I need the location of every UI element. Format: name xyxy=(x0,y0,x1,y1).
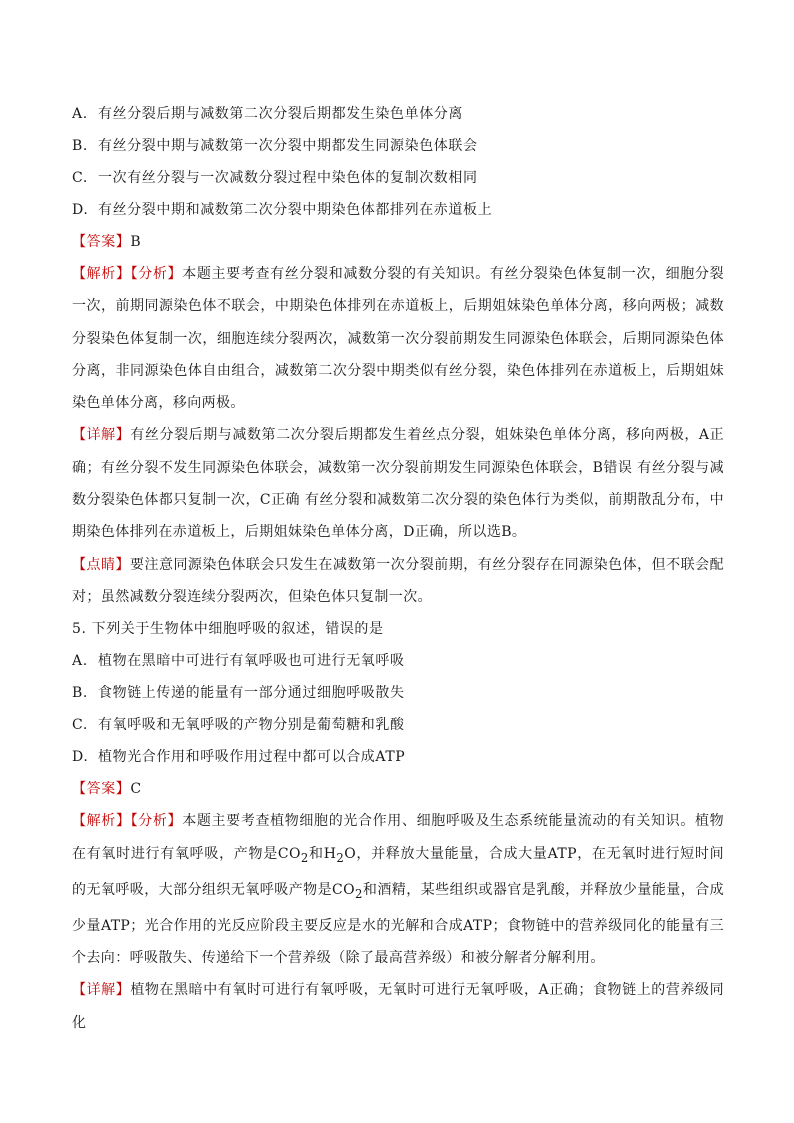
q4-option-c xyxy=(72,162,724,194)
note-tag: 【点睛】 xyxy=(72,556,130,573)
detail-text: 有丝分裂后期与减数第二次分裂后期都发生着丝点分裂，姐妹染色单体分离，移向两极，A正确；有丝分裂不发生同源染色体联会，减数第一次分裂前期发生同源染色体联会，B错误 有丝分裂与减数分裂染色体都只复制一次，C正确 有丝分裂和减数第二次分裂的染色体行为类似，前期散乱分布，中期染色体排列在赤道板上，后期姐妹染色单体分离，D正确，所以选B。 xyxy=(72,427,724,541)
detail-tag: 【详解】 xyxy=(72,982,131,999)
q5-option-a xyxy=(72,645,724,677)
q5-analysis xyxy=(72,805,724,974)
detail-tag: 【详解】 xyxy=(72,427,131,444)
and-text: 和 xyxy=(308,845,324,862)
co2-letters: CO xyxy=(332,881,356,898)
co2-formula xyxy=(277,845,309,865)
co2-subscript: 2 xyxy=(355,886,363,901)
option-text: 植物光合作用和呼吸作用过程中都可以合成ATP xyxy=(98,749,406,766)
answer-tag: 【答案】 xyxy=(72,781,131,798)
q4-option-a xyxy=(72,98,724,130)
document-page xyxy=(72,98,724,1039)
option-text: 植物在黑暗中可进行有氧呼吸也可进行无氧呼吸 xyxy=(98,653,405,670)
answer-value: C xyxy=(130,781,142,798)
q4-analysis xyxy=(72,258,724,419)
option-letter: D. xyxy=(72,202,89,218)
co2-letters: CO xyxy=(277,845,301,862)
q5-option-d xyxy=(72,741,724,773)
q5-detail xyxy=(72,974,724,1039)
co2-formula xyxy=(332,881,363,901)
q5-answer xyxy=(72,773,724,805)
h2o-h: H xyxy=(323,845,337,862)
analysis-text-1: 本题主要考查植物细胞的光合作用、细胞呼吸及生态系统能量流动的有关知识。植物在有氧时进行有氧呼吸，产物是 xyxy=(72,813,724,862)
q5-stem: 5. 下列关于生物体中细胞呼吸的叙述，错误的是 xyxy=(72,621,384,638)
q5-option-c xyxy=(72,709,724,741)
option-letter: A. xyxy=(72,106,88,122)
q4-answer xyxy=(72,226,724,258)
q4-detail xyxy=(72,419,724,548)
q4-option-d xyxy=(72,194,724,226)
option-letter: D. xyxy=(72,749,89,766)
option-text: 有丝分裂后期与减数第二次分裂后期都发生染色单体分离 xyxy=(98,106,463,122)
option-letter: A. xyxy=(72,653,88,670)
analysis-text: 本题主要考查有丝分裂和减数分裂的有关知识。有丝分裂染色体复制一次，细胞分裂一次，前期同源染色体不联会，中期染色体排列在赤道板上，后期姐妹染色单体分离，移向两极；减数分裂染色体复制一次，细胞连续分裂两次，减数第一次分裂前期发生同源染色体联会，后期同源染色体分离，非同源染色体自由组合，减数第二次分裂中期类似有丝分裂，染色体排列在赤道板上，后期姐妹染色单体分离，移向两极。 xyxy=(72,266,724,412)
fenxi-tag: 【分析】 xyxy=(130,813,183,830)
co2-subscript: 2 xyxy=(300,850,309,865)
option-text: 食物链上传递的能量有一部分通过细胞呼吸散失 xyxy=(98,685,405,702)
h2o-subscript: 2 xyxy=(336,850,345,865)
note-text: 要注意同源染色体联会只发生在减数第一次分裂前期，有丝分裂存在同源染色体，但不联会配对；虽然减数分裂连续分裂两次，但染色体只复制一次。 xyxy=(72,556,724,605)
answer-value: B xyxy=(130,234,142,250)
q4-note xyxy=(72,549,724,614)
option-text: 有丝分裂中期与减数第一次分裂中期都发生同源染色体联会 xyxy=(98,138,478,154)
h2o-formula xyxy=(323,845,357,865)
detail-text: 植物在黑暗中有氧时可进行有氧呼吸，无氧时可进行无氧呼吸，A正确；食物链上的营养级同化 xyxy=(72,982,724,1031)
option-text: 一次有丝分裂与一次减数分裂过程中染色体的复制次数相同 xyxy=(98,170,478,186)
option-text: 有丝分裂中期和减数第二次分裂中期染色体都排列在赤道板上 xyxy=(98,202,493,218)
option-letter: C. xyxy=(72,170,88,186)
option-letter: C. xyxy=(72,717,88,734)
answer-tag: 【答案】 xyxy=(72,234,131,250)
q4-option-b xyxy=(72,130,724,162)
option-letter: B. xyxy=(72,685,88,702)
q5-option-b xyxy=(72,677,724,709)
h2o-o: O xyxy=(344,845,357,862)
fenxi-tag: 【分析】 xyxy=(130,266,183,282)
analysis-tag: 【解析】 xyxy=(72,266,131,282)
option-letter: B. xyxy=(72,138,88,154)
analysis-text-2: ，并释放大量能量，合成大量ATP，在无氧时进行短时间的无氧呼吸，大部分组织无氧呼吸产物是 xyxy=(72,845,724,898)
analysis-tag: 【解析】 xyxy=(72,813,131,830)
analysis-text-3: 和酒精，某些组织或器官是乳酸，并释放少量能量，合成少量ATP；光合作用的光反应阶段主要反应是水的光解和合成ATP；食物链中的营养级同化的能量有三个去向：呼吸散失、传递给下一个营养级（除了最高营养级）和被分解者分解利用。 xyxy=(72,881,725,967)
option-text: 有氧呼吸和无氧呼吸的产物分别是葡萄糖和乳酸 xyxy=(98,717,405,734)
